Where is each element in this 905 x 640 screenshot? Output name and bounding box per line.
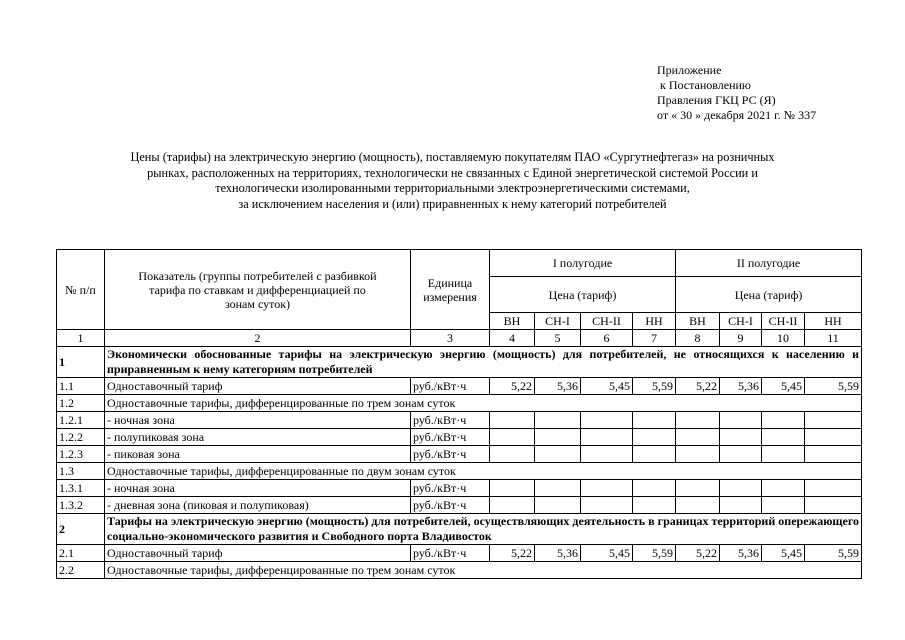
table-row [57,545,862,562]
row-unit: руб./кВт·ч [411,412,490,429]
tariff-value [805,480,862,497]
column-number-5: 5 [535,330,581,347]
header-level-2-4: НН [805,313,862,330]
header-level-1-1: ВН [490,313,535,330]
tariff-value [805,446,862,463]
row-number: 2 [57,514,105,545]
row-number: 1.2 [57,395,105,412]
tariff-value [676,497,720,514]
tariff-value: 5,45 [581,378,633,395]
table-row [57,395,862,412]
row-indicator: Одноставочный тариф [105,545,411,562]
tariff-value [490,497,535,514]
column-number-9: 9 [720,330,762,347]
table-row [57,347,862,378]
tariff-table [56,249,862,579]
column-number-1: 1 [57,330,105,347]
appendix-line-2: к Постановлению [657,78,751,92]
tariff-value [535,497,581,514]
title-line-1: Цены (тарифы) на электрическую энергию (мощность), поставляемую покупателям ПАО «Сургутнефтегаз» на розничных [130,150,775,164]
section-title: Экономически обоснованные тарифы на электрическую энергию (мощность) для потребителей, не относящихся к населению и приравненным к нему категориям потребителей [105,347,862,378]
header-unit: Единица измерения [411,250,490,330]
row-indicator: - полупиковая зона [105,429,411,446]
document-title [40,150,865,212]
tariff-value: 5,22 [676,378,720,395]
tariff-value [535,446,581,463]
column-number-8: 8 [676,330,720,347]
tariff-value [535,429,581,446]
header-price-2: Цена (тариф) [676,277,862,313]
tariff-value [676,412,720,429]
tariff-value: 5,22 [490,378,535,395]
tariff-value [720,480,762,497]
tariff-value [676,480,720,497]
tariff-value: 5,59 [805,378,862,395]
tariff-value [581,497,633,514]
tariff-value: 5,36 [720,545,762,562]
row-number: 1.3 [57,463,105,480]
tariff-value [633,497,676,514]
row-unit: руб./кВт·ч [411,545,490,562]
column-number-4: 4 [490,330,535,347]
tariff-value [633,480,676,497]
tariff-value [490,446,535,463]
table-row [57,514,862,545]
row-number: 1.2.3 [57,446,105,463]
tariff-value [805,497,862,514]
row-unit: руб./кВт·ч [411,480,490,497]
tariff-value [633,429,676,446]
tariff-value: 5,45 [762,545,805,562]
tariff-value [762,480,805,497]
row-number: 1.3.1 [57,480,105,497]
row-number: 1.2.1 [57,412,105,429]
appendix-line-3: Правления ГКЦ РС (Я) [657,93,776,107]
row-indicator: - пиковая зона [105,446,411,463]
tariff-value [633,446,676,463]
tariff-value [581,446,633,463]
title-line-2: рынках, расположенных на территориях, технологически не связанных с Единой энергетической системой России и [147,165,758,180]
tariff-value [720,446,762,463]
tariff-value [762,429,805,446]
row-number: 2.1 [57,545,105,562]
tariff-value [676,446,720,463]
header-price-1: Цена (тариф) [490,277,676,313]
header-level-1-4: НН [633,313,676,330]
tariff-value [581,412,633,429]
header-num: № п/п [57,250,105,330]
header-level-1-3: СН-II [581,313,633,330]
header-level-2-1: ВН [676,313,720,330]
tariff-value [535,412,581,429]
header-level-2-2: СН-I [720,313,762,330]
row-number: 1 [57,347,105,378]
row-indicator: - дневная зона (пиковая и полупиковая) [105,497,411,514]
table-row [57,480,862,497]
tariff-value [762,446,805,463]
tariff-value [720,497,762,514]
row-number: 1.2.2 [57,429,105,446]
header-level-1-2: СН-I [535,313,581,330]
title-line-3: технологически изолированными территориальными электроэнергетическими системами, [215,181,690,195]
table-row [57,463,862,480]
column-number-11: 11 [805,330,862,347]
tariff-value: 5,36 [720,378,762,395]
tariff-value [720,412,762,429]
row-unit: руб./кВт·ч [411,429,490,446]
section-title: Тарифы на электрическую энергию (мощность) для потребителей, осуществляющих деятельность в границах территорий опережающего социально-экономического развития и Свободного порта Владивосток [105,514,862,545]
header-half-1: I полугодие [490,250,676,277]
column-number-6: 6 [581,330,633,347]
table-row [57,562,862,579]
tariff-value [490,429,535,446]
appendix-block [657,63,816,123]
tariff-value: 5,36 [535,545,581,562]
row-unit: руб./кВт·ч [411,446,490,463]
title-line-4: за исключением населения и (или) приравненных к нему категорий потребителей [238,196,667,211]
row-indicator: Одноставочные тарифы, дифференцированные по двум зонам суток [105,463,862,480]
tariff-value [720,429,762,446]
header-half-2: II полугодие [676,250,862,277]
row-unit: руб./кВт·ч [411,378,490,395]
table-row [57,429,862,446]
row-number: 1.1 [57,378,105,395]
column-number-3: 3 [411,330,490,347]
row-indicator: - ночная зона [105,480,411,497]
tariff-value: 5,45 [581,545,633,562]
row-number: 1.3.2 [57,497,105,514]
tariff-value [633,412,676,429]
row-number: 2.2 [57,562,105,579]
tariff-value [762,412,805,429]
tariff-value [581,480,633,497]
appendix-line-1: Приложение [657,63,722,77]
tariff-value [490,480,535,497]
column-number-10: 10 [762,330,805,347]
appendix-line-4: от « 30 » декабря 2021 г. № 337 [657,108,817,122]
header-indicator: Показатель (группы потребителей с разбивкой тарифа по ставкам и дифференциацией по зонам суток) [105,250,411,330]
row-indicator: Одноставочный тариф [105,378,411,395]
tariff-value [535,480,581,497]
table-row [57,497,862,514]
row-indicator: - ночная зона [105,412,411,429]
tariff-value [805,412,862,429]
row-indicator: Одноставочные тарифы, дифференцированные по трем зонам суток [105,395,862,412]
tariff-value [676,429,720,446]
column-number-2: 2 [105,330,411,347]
table-row [57,446,862,463]
tariff-value: 5,22 [676,545,720,562]
tariff-value: 5,59 [633,378,676,395]
tariff-value [490,412,535,429]
table-row [57,378,862,395]
row-indicator: Одноставочные тарифы, дифференцированные по трем зонам суток [105,562,862,579]
tariff-value [762,497,805,514]
tariff-value [805,429,862,446]
tariff-value: 5,45 [762,378,805,395]
tariff-value: 5,59 [805,545,862,562]
column-number-7: 7 [633,330,676,347]
table-row [57,412,862,429]
header-level-2-3: СН-II [762,313,805,330]
tariff-value: 5,36 [535,378,581,395]
row-unit: руб./кВт·ч [411,497,490,514]
tariff-value: 5,22 [490,545,535,562]
tariff-value: 5,59 [633,545,676,562]
tariff-value [581,429,633,446]
